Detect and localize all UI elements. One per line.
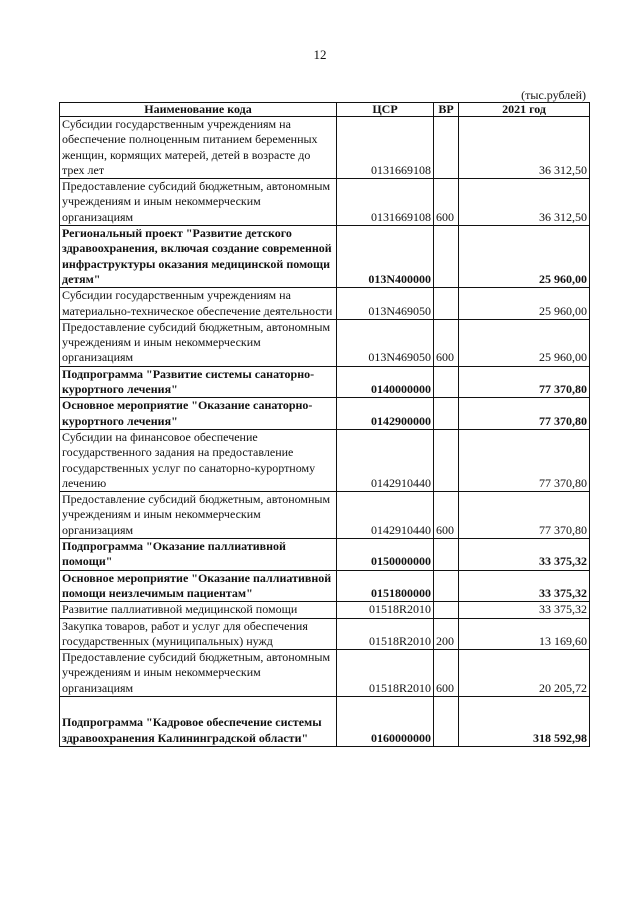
table-row <box>60 226 590 288</box>
row-vr <box>434 288 459 320</box>
row-csr: 013N400000 <box>337 226 434 288</box>
table-row <box>60 288 590 320</box>
row-vr <box>434 117 459 179</box>
row-vr: 600 <box>434 650 459 697</box>
row-vr <box>434 366 459 398</box>
row-sum: 25 960,00 <box>459 319 590 366</box>
row-sum: 33 375,32 <box>459 539 590 571</box>
row-vr <box>434 602 459 618</box>
row-name: Подпрограмма "Оказание паллиативной помощи" <box>60 539 337 571</box>
table-row <box>60 429 590 491</box>
row-sum: 77 370,80 <box>459 492 590 539</box>
table-row <box>60 366 590 398</box>
row-sum: 36 312,50 <box>459 117 590 179</box>
table-row <box>60 398 590 430</box>
row-name: Субсидии государственным учреждениям на обеспечение полноценным питанием беременных женщин, кормящих матерей, детей в возрасте до трех лет <box>60 117 337 179</box>
row-vr <box>434 226 459 288</box>
table-header-row <box>60 103 590 117</box>
row-sum: 25 960,00 <box>459 226 590 288</box>
row-vr: 600 <box>434 179 459 226</box>
row-sum: 77 370,80 <box>459 429 590 491</box>
row-sum: 77 370,80 <box>459 398 590 430</box>
table-row <box>60 539 590 571</box>
table-row <box>60 117 590 179</box>
row-vr: 600 <box>434 319 459 366</box>
row-csr: 0142900000 <box>337 398 434 430</box>
page-number: 12 <box>313 47 327 62</box>
row-sum: 13 169,60 <box>459 618 590 650</box>
table-row <box>60 179 590 226</box>
header-vr: ВР <box>434 103 459 117</box>
row-csr: 0131669108 <box>337 117 434 179</box>
table-row <box>60 650 590 697</box>
row-sum: 33 375,32 <box>459 602 590 618</box>
row-sum: 25 960,00 <box>459 288 590 320</box>
table-row <box>60 602 590 618</box>
row-vr <box>434 429 459 491</box>
table-row <box>60 696 590 746</box>
row-name: Закупка товаров, работ и услуг для обеспечения государственных (муниципальных) нужд <box>60 618 337 650</box>
row-csr: 0131669108 <box>337 179 434 226</box>
row-vr <box>434 570 459 602</box>
row-vr <box>434 696 459 746</box>
row-name: Предоставление субсидий бюджетным, автономным учреждениям и иным некоммерческим организациям <box>60 179 337 226</box>
row-name: Развитие паллиативной медицинской помощи <box>60 602 337 618</box>
table-row <box>60 618 590 650</box>
header-year: 2021 год <box>459 103 590 117</box>
header-name: Наименование кода <box>60 103 337 117</box>
table-row <box>60 319 590 366</box>
row-name: Субсидии на финансовое обеспечение государственного задания на предоставление государственных услуг по санаторно-курортному лечению <box>60 429 337 491</box>
row-name: Основное мероприятие "Оказание санаторно-курортного лечения" <box>60 398 337 430</box>
table-row <box>60 570 590 602</box>
row-name: Подпрограмма "Кадровое обеспечение системы здравоохранения Калининградской области" <box>60 696 337 746</box>
row-csr: 01518R2010 <box>337 650 434 697</box>
row-sum: 36 312,50 <box>459 179 590 226</box>
header-csr: ЦСР <box>337 103 434 117</box>
budget-table <box>59 102 590 747</box>
row-csr: 0142910440 <box>337 429 434 491</box>
row-csr: 013N469050 <box>337 288 434 320</box>
table-row <box>60 492 590 539</box>
row-name: Подпрограмма "Развитие системы санаторно-курортного лечения" <box>60 366 337 398</box>
row-name: Предоставление субсидий бюджетным, автономным учреждениям и иным некоммерческим организациям <box>60 650 337 697</box>
row-csr: 01518R2010 <box>337 602 434 618</box>
row-csr: 0142910440 <box>337 492 434 539</box>
row-csr: 013N469050 <box>337 319 434 366</box>
row-name: Основное мероприятие "Оказание паллиативной помощи неизлечимым пациентам" <box>60 570 337 602</box>
row-vr <box>434 539 459 571</box>
row-sum: 318 592,98 <box>459 696 590 746</box>
row-csr: 0160000000 <box>337 696 434 746</box>
row-csr: 0151800000 <box>337 570 434 602</box>
row-csr: 0150000000 <box>337 539 434 571</box>
row-csr: 01518R2010 <box>337 618 434 650</box>
row-name: Субсидии государственным учреждениям на материально-техническое обеспечение деятельности <box>60 288 337 320</box>
units-label: (тыс.рублей) <box>521 88 586 102</box>
row-sum: 33 375,32 <box>459 570 590 602</box>
row-name: Предоставление субсидий бюджетным, автономным учреждениям и иным некоммерческим организациям <box>60 319 337 366</box>
row-name: Предоставление субсидий бюджетным, автономным учреждениям и иным некоммерческим организациям <box>60 492 337 539</box>
row-vr: 200 <box>434 618 459 650</box>
row-sum: 77 370,80 <box>459 366 590 398</box>
row-sum: 20 205,72 <box>459 650 590 697</box>
row-vr <box>434 398 459 430</box>
row-name: Региональный проект "Развитие детского здравоохранения, включая создание современной инфраструктуры оказания медицинской помощи детям" <box>60 226 337 288</box>
row-csr: 0140000000 <box>337 366 434 398</box>
row-vr: 600 <box>434 492 459 539</box>
